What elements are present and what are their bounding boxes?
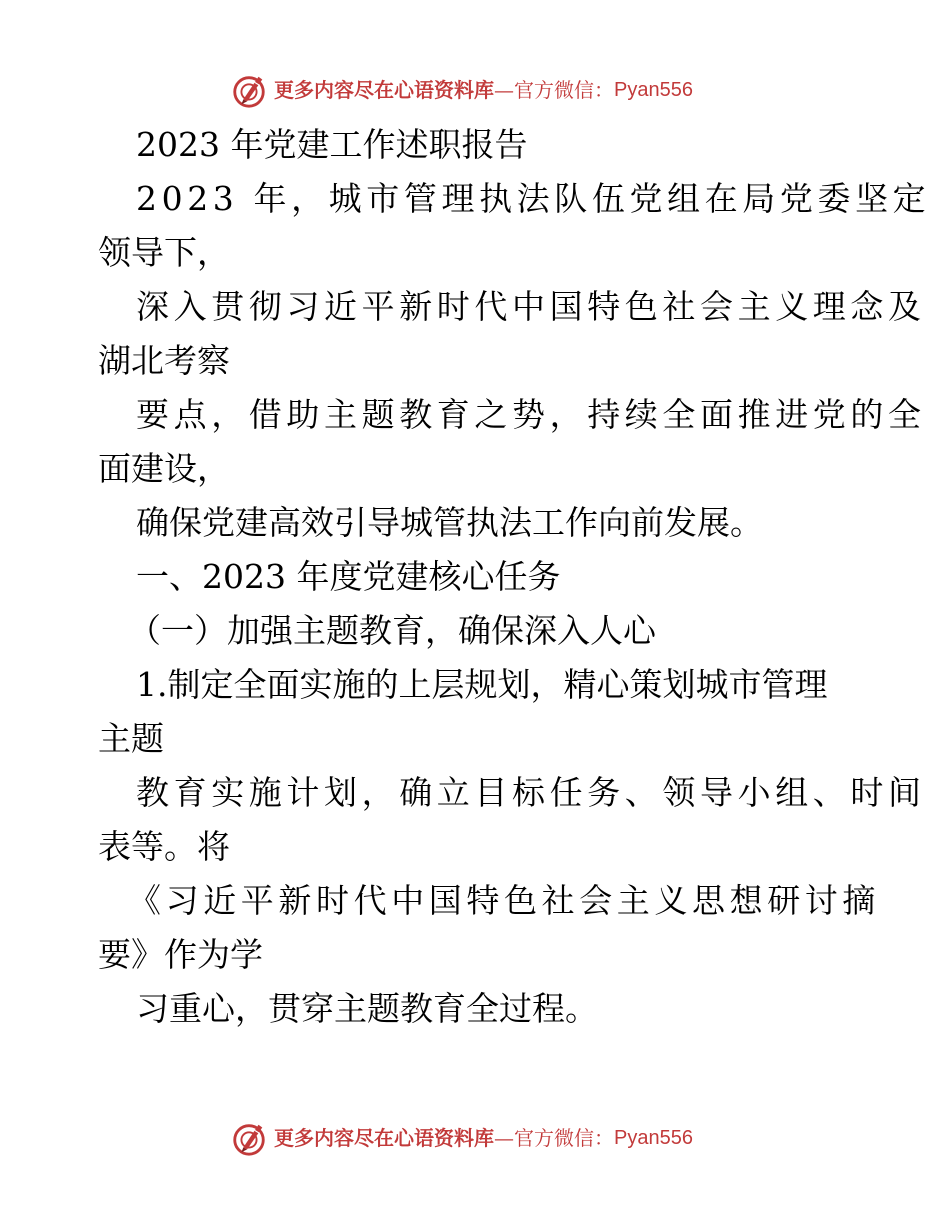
banner-dash: — — [494, 1126, 514, 1150]
banner-main-text: 更多内容尽在心语资料库 — [274, 78, 494, 102]
paragraph-line: 面建设， — [98, 449, 230, 488]
paragraph-line: 要点，借助主题教育之势，持续全面推进党的全 — [136, 395, 926, 434]
banner-wechat-label: 官方微信： — [514, 78, 614, 102]
paragraph-line: 2023 年，城市管理执法队伍党组在局党委坚定 — [136, 179, 931, 218]
paragraph-line: 领导下， — [98, 233, 230, 272]
paragraph-line: 湖北考察 — [98, 341, 230, 380]
paragraph-line: 确保党建高效引导城管执法工作向前发展。 — [136, 503, 763, 542]
paragraph-line: 主题 — [98, 719, 164, 758]
quill-pen-logo-icon — [230, 1119, 268, 1157]
banner-wechat-id: Pyan556 — [614, 1127, 693, 1149]
paragraph-line: 《习近平新时代中国特色社会主义思想研讨摘 — [128, 881, 880, 920]
banner-wechat-id: Pyan556 — [614, 79, 693, 101]
footer-banner — [230, 1118, 750, 1158]
document-body — [98, 118, 931, 1036]
quill-pen-logo-icon — [230, 71, 268, 109]
section-heading: 一、2023 年度党建核心任务 — [136, 557, 561, 596]
paragraph-line: 表等。将 — [98, 827, 230, 866]
document-title: 2023 年党建工作述职报告 — [136, 125, 528, 164]
banner-dash: — — [494, 78, 514, 102]
paragraph-line: 1.制定全面实施的上层规划，精心策划城市管理 — [136, 665, 828, 704]
banner-wechat-label: 官方微信： — [514, 1126, 614, 1150]
subsection-heading: （一）加强主题教育，确保深入人心 — [128, 611, 656, 650]
header-banner — [230, 70, 750, 110]
paragraph-line: 习重心，贯穿主题教育全过程。 — [136, 989, 598, 1028]
paragraph-line: 深入贯彻习近平新时代中国特色社会主义理念及 — [136, 287, 926, 326]
banner-main-text: 更多内容尽在心语资料库 — [274, 1126, 494, 1150]
paragraph-line: 教育实施计划，确立目标任务、领导小组、时间 — [136, 773, 926, 812]
paragraph-line: 要》作为学 — [98, 935, 263, 974]
